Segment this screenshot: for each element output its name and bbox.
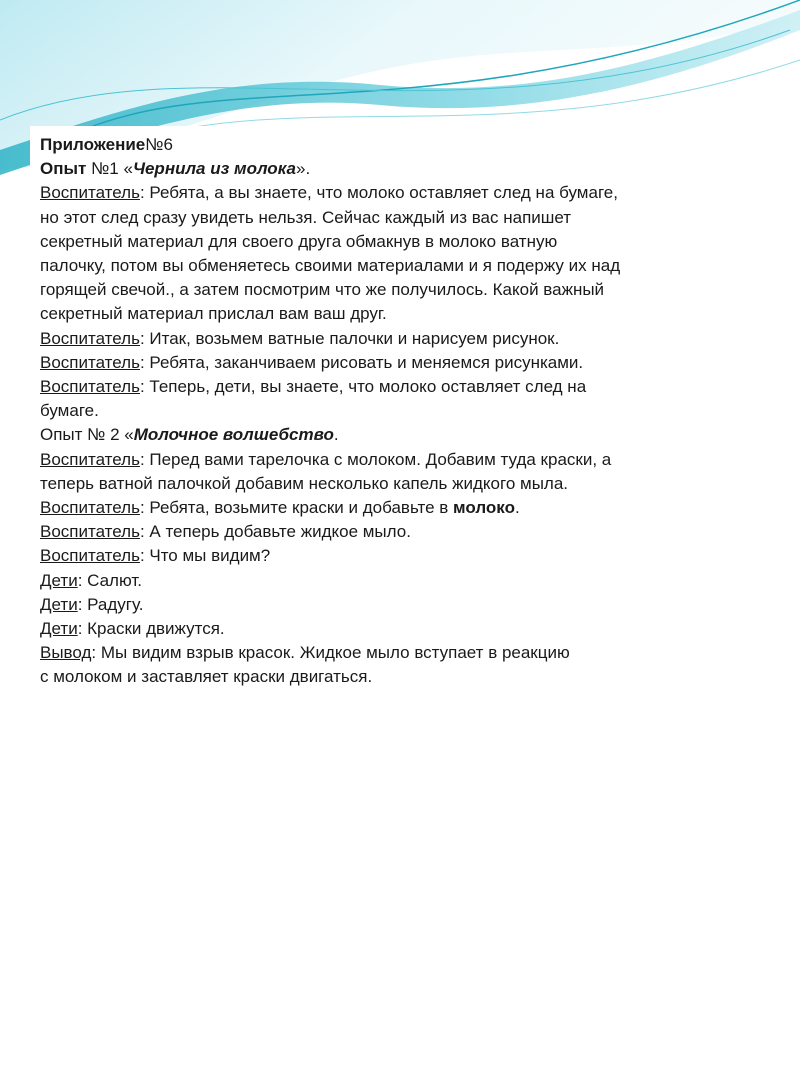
document-text (40, 133, 770, 690)
speaker-label: Дети (40, 594, 78, 614)
paragraph: Дети: Краски движутся. (40, 619, 225, 639)
speaker-label: Воспитатель (40, 522, 140, 542)
speaker-label: Дети (40, 570, 78, 590)
speaker-label: Воспитатель (40, 449, 140, 469)
paragraph: Дети: Радугу. (40, 594, 144, 614)
speaker-label: Воспитатель (40, 377, 140, 397)
paragraph: Воспитатель: А теперь добавьте жидкое мыло. (40, 522, 411, 542)
speaker-label: Воспитатель (40, 183, 140, 203)
speaker-label: Дети (40, 619, 78, 639)
paragraph: Воспитатель: Итак, возьмем ватные палочки и нарисуем рисунок. (40, 328, 560, 348)
paragraph-line: бумаге. (40, 401, 99, 421)
speaker-label: Воспитатель (40, 328, 140, 348)
experiment-1-title: Опыт №1 «Чернила из молока». (40, 159, 311, 179)
speaker-label: Воспитатель (40, 352, 140, 372)
appendix-heading: Приложение№6 (40, 135, 173, 154)
paragraph: Воспитатель: Ребята, а вы знаете, что молоко оставляет след на бумаге, (40, 183, 618, 203)
experiment-2-title: Опыт № 2 «Молочное волшебство. (40, 425, 339, 445)
speaker-label: Вывод (40, 643, 92, 663)
paragraph-line: теперь ватной палочкой добавим несколько капель жидкого мыла. (40, 473, 569, 493)
paragraph-line: с молоком и заставляет краски двигаться. (40, 667, 373, 687)
paragraph: Вывод: Мы видим взрыв красок. Жидкое мыло вступает в реакцию (40, 643, 570, 663)
paragraph: Воспитатель: Перед вами тарелочка с молоком. Добавим туда краски, а (40, 449, 612, 469)
paragraph: Воспитатель: Ребята, возьмите краски и добавьте в молоко. (40, 498, 520, 518)
speaker-label: Воспитатель (40, 498, 140, 518)
speaker-label: Воспитатель (40, 546, 140, 566)
paragraph-line: палочку, потом вы обменяетесь своими материалами и я подержу их над (40, 256, 621, 276)
paragraph: Воспитатель: Теперь, дети, вы знаете, что молоко оставляет след на (40, 377, 587, 397)
paragraph-line: но этот след сразу увидеть нельзя. Сейчас каждый из вас напишет (40, 207, 572, 227)
paragraph-line: секретный материал для своего друга обмакнув в молоко ватную (40, 231, 558, 251)
paragraph-line: горящей свечой., а затем посмотрим что же получилось. Какой важный (40, 280, 605, 300)
paragraph: Воспитатель: Ребята, заканчиваем рисовать и меняемся рисунками. (40, 352, 584, 372)
paragraph: Дети: Салют. (40, 570, 142, 590)
paragraph-line: секретный материал прислал вам ваш друг. (40, 304, 387, 324)
paragraph: Воспитатель: Что мы видим? (40, 546, 271, 566)
